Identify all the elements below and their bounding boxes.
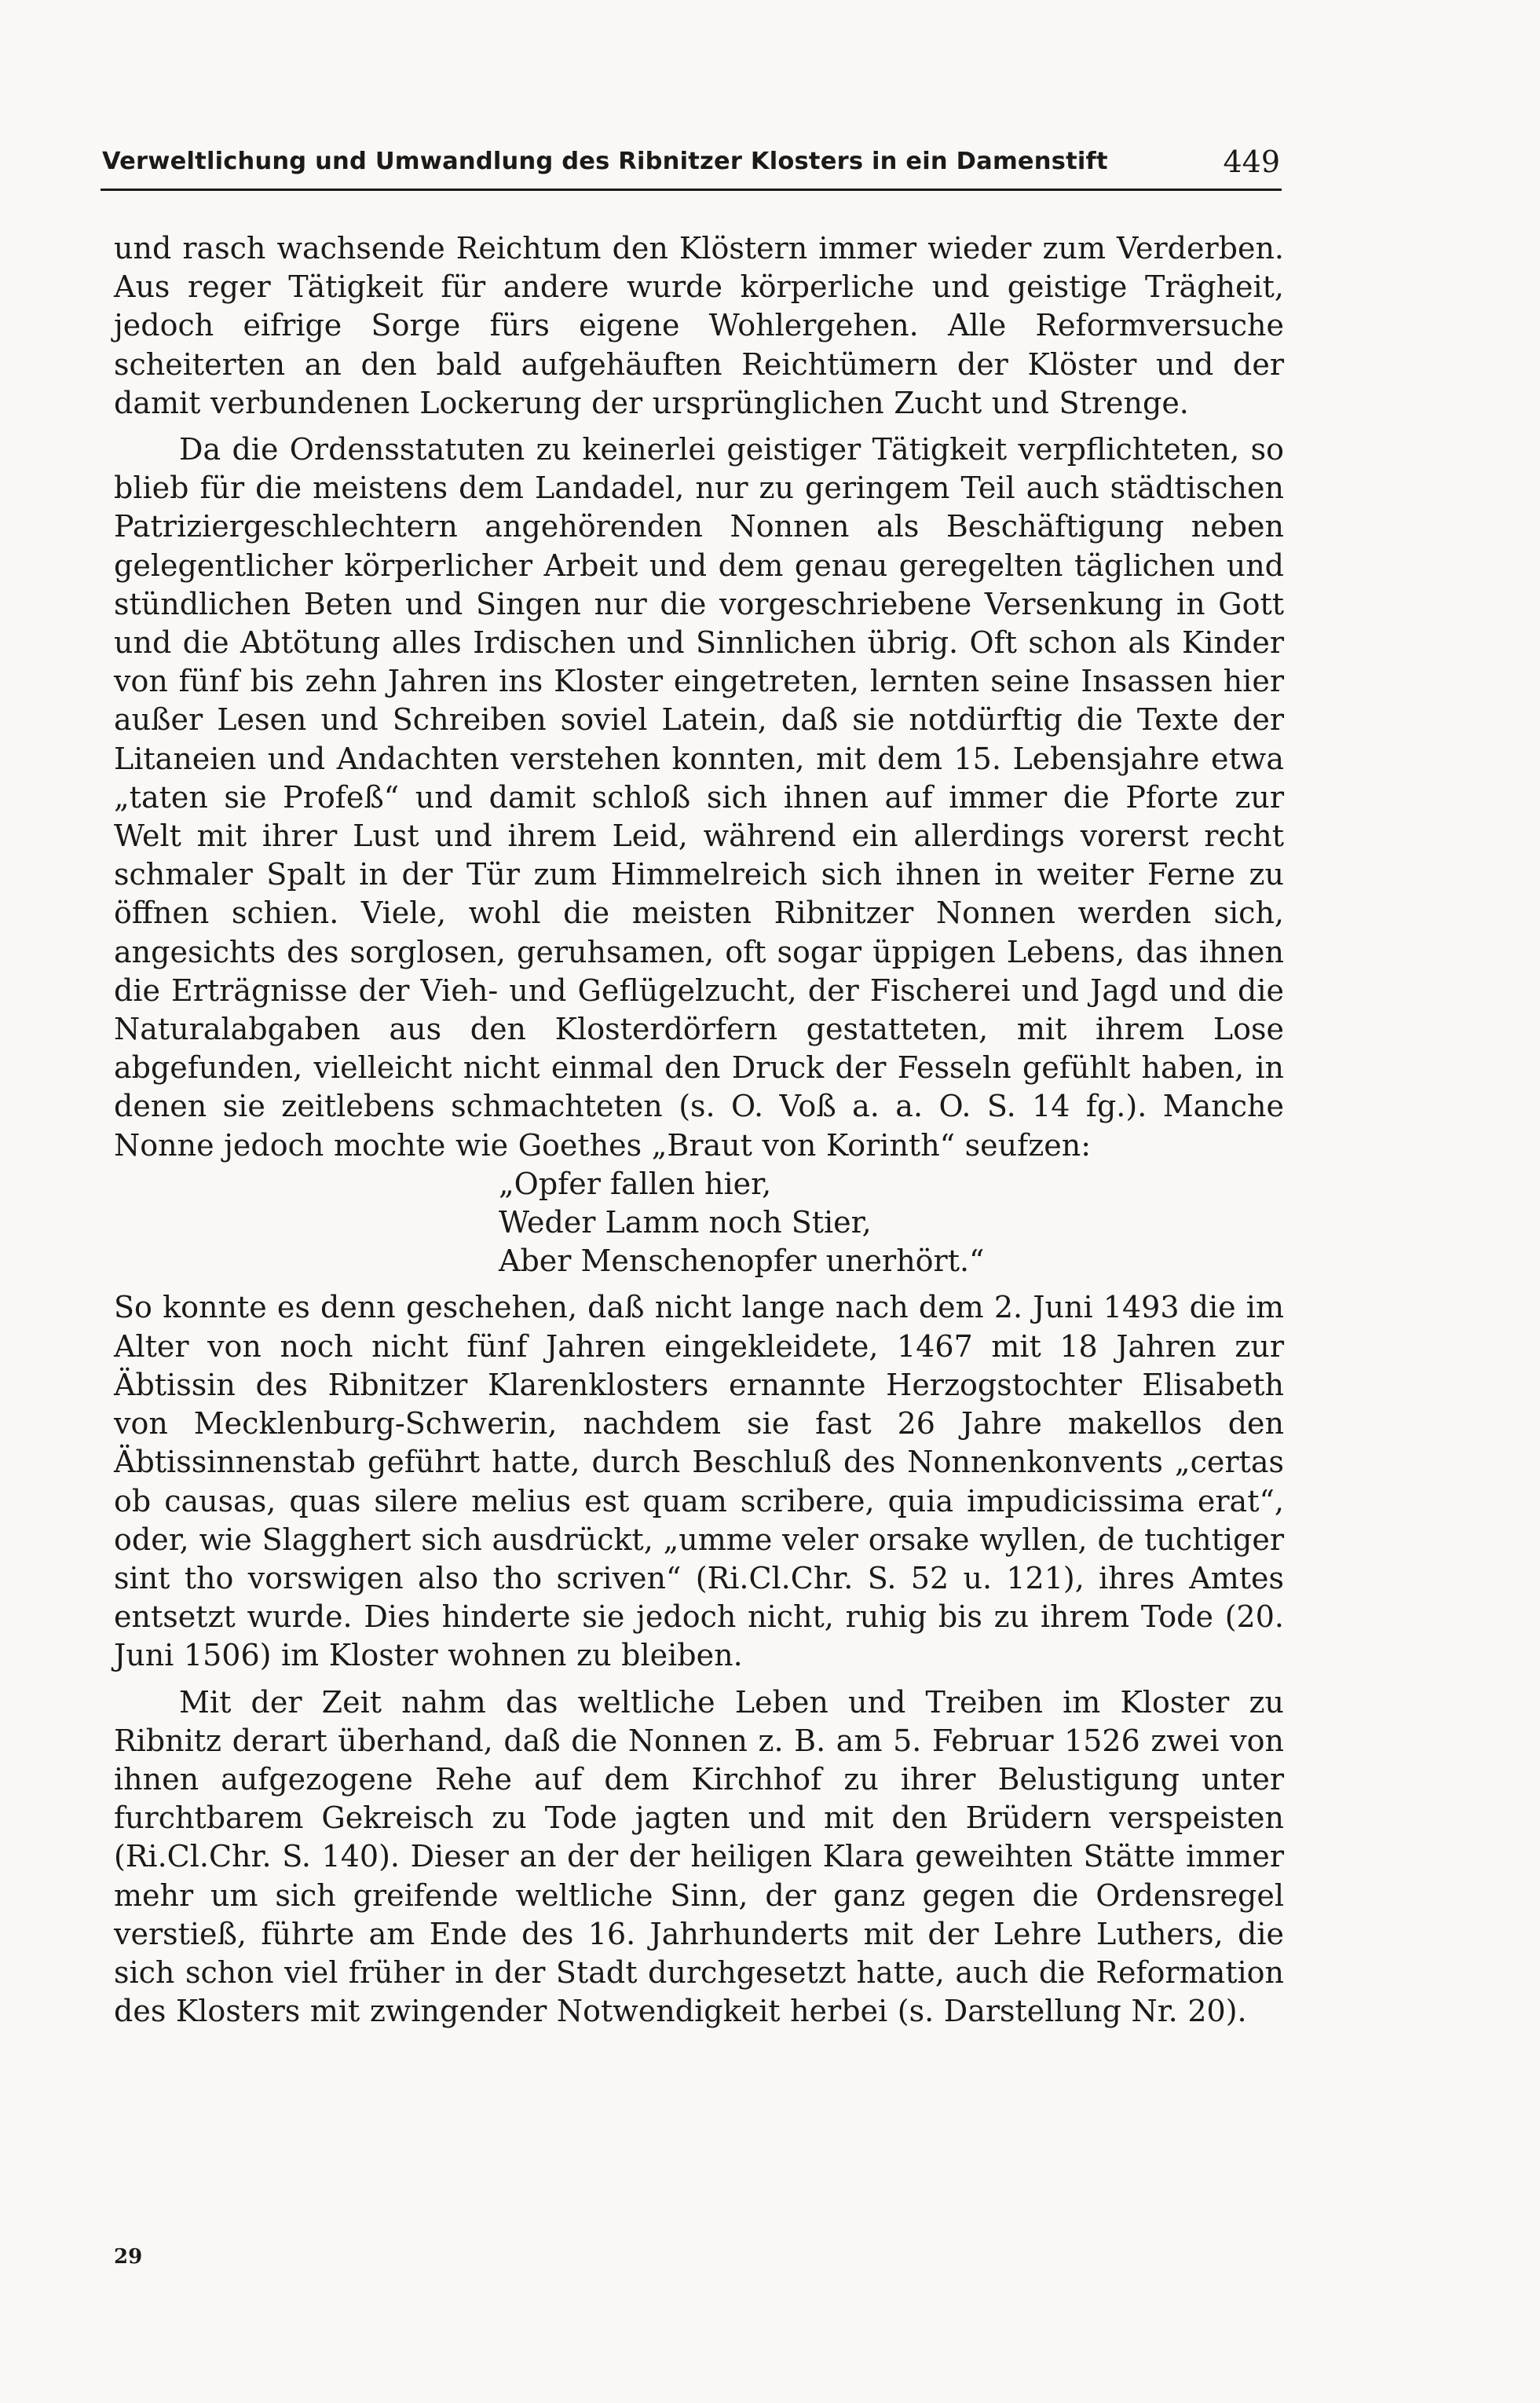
page-number: 449: [1223, 145, 1280, 179]
verse-line: „Opfer fallen hier,: [499, 1166, 772, 1201]
paragraph-2: Da die Ordensstatuten zu keinerlei geistiger Tätigkeit verpflichteten, so blieb für die meistens dem Landadel, nur zu geringem Teil auch städtischen Patriziergeschlechtern angehörenden Nonnen als Beschäftigung neben gelegentlicher körperlicher Arbeit und dem genau geregelten täglichen und stündlichen Beten und Singen nur die vorgeschriebene Versenkung in Gott und die Abtötung alles Irdischen und Sinnlichen übrig. Oft schon als Kinder von fünf bis zehn Jahren ins Kloster eingetreten, lernten seine Insassen hier außer Lesen und Schreiben soviel Latein, daß sie notdürftig die Texte der Litaneien und Andachten verstehen konnten, mit dem 15. Lebensjahre etwa „taten sie Profeß“ und damit schloß sich ihnen auf immer die Pforte zur Welt mit ihrer Lust und ihrem Leid, während ein allerdings vorerst recht schmaler Spalt in der Tür zum Himmelreich sich ihnen in weiter Ferne zu öffnen schien. Viele, wohl die meisten Ribnitzer Nonnen werden sich, angesichts des sorglosen, geruhsamen, oft sogar üppigen Lebens, das ihnen die Erträgnisse der Vieh- und Geflügelzucht, der Fischerei und Jagd und die Naturalabgaben aus den Klosterdörfern gestatteten, mit ihrem Lose abgefunden, vielleicht nicht einmal den Druck der Fesseln gefühlt haben, in denen sie zeitlebens schmachteten (s. O. Voß a. a. O. S. 14 fg.). Manche Nonne jedoch mochte wie Goethes „Braut von Korinth“ seufzen:: [114, 432, 1284, 1163]
verse-line: Weder Lamm noch Stier,: [499, 1205, 872, 1240]
paragraph-4: Mit der Zeit nahm das weltliche Leben und Treiben im Kloster zu Ribnitz derart überhand, daß die Nonnen z. B. am 5. Februar 1526 zwei von ihnen aufgezogene Rehe auf dem Kirchhof zu ihrer Belustigung unter furchtbarem Gekreisch zu Tode jagten und mit den Brüdern verspeisten (Ri.Cl.Chr. S. 140). Dieser an der der heiligen Klara geweihten Stätte immer mehr um sich greifende weltliche Sinn, der ganz gegen die Ordensregel verstieß, führte am Ende des 16. Jahrhunderts mit der Lehre Luthers, die sich schon viel früher in der Stadt durchgesetzt hatte, auch die Reformation des Klosters mit zwingender Notwendigkeit herbei (s. Darstellung Nr. 20).: [114, 1684, 1284, 2029]
header-rule: [101, 189, 1282, 191]
verse-quote: [114, 1165, 1284, 1281]
paragraph-1: und rasch wachsende Reichtum den Klöstern immer wieder zum Verderben. Aus reger Tätigkeit für andere wurde körperliche und geistige Trägheit, jedoch eifrige Sorge fürs eigene Wohlergehen. Alle Reformversuche scheiterten an den bald aufgehäuften Reichtümern der Klöster und der damit verbundenen Lockerung der ursprünglichen Zucht und Strenge.: [114, 231, 1284, 420]
body-text: [114, 229, 1284, 2031]
running-title: Verweltlichung und Umwandlung des Ribnitzer Klosters in ein Damenstift: [102, 148, 1108, 175]
page-header: [102, 146, 1280, 185]
signature-mark: 29: [114, 2245, 143, 2269]
paragraph-3: So konnte es denn geschehen, daß nicht lange nach dem 2. Juni 1493 die im Alter von noch nicht fünf Jahren eingekleidete, 1467 mit 18 Jahren zur Äbtissin des Ribnitzer Klarenklosters ernannte Herzogstochter Elisabeth von Mecklenburg-Schwerin, nachdem sie fast 26 Jahre makellos den Äbtissinnenstab geführt hatte, durch Beschluß des Nonnenkonvents „certas ob causas, quas silere melius est quam scribere, quia impudicissima erat“, oder, wie Slagghert sich ausdrückt, „umme veler orsake wyllen, de tuchtiger sint tho vorswigen also tho scriven“ (Ri.Cl.Chr. S. 52 u. 121), ihres Amtes entsetzt wurde. Dies hinderte sie jedoch nicht, ruhig bis zu ihrem Tode (20. Juni 1506) im Kloster wohnen zu bleiben.: [114, 1290, 1284, 1673]
verse-line: Aber Menschenopfer unerhört.“: [499, 1244, 985, 1279]
